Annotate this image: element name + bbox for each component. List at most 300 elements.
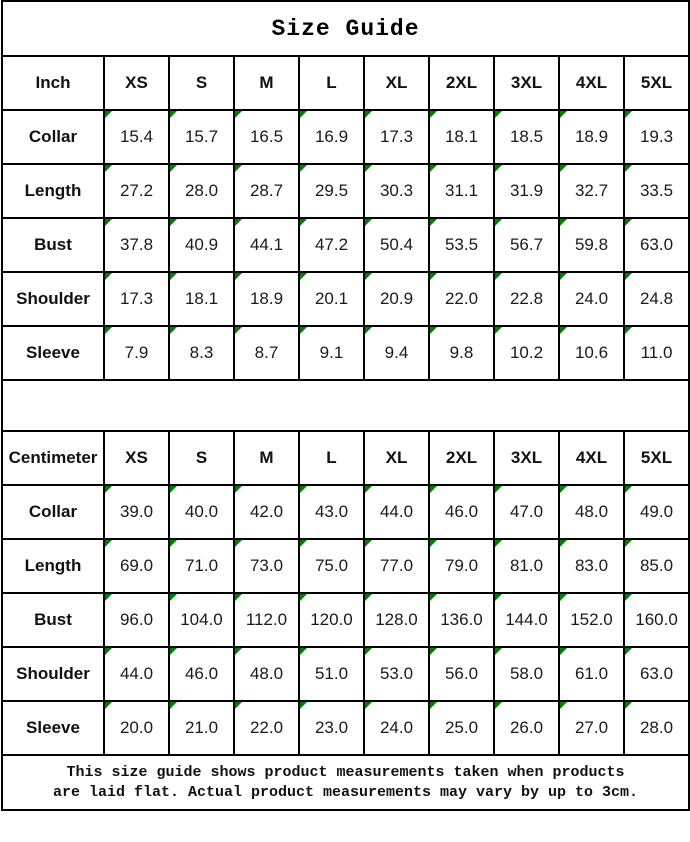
measurement-value: 44.0 (379, 502, 414, 521)
inch_table-unit-label: Inch (2, 56, 104, 110)
measurement-value-cell (169, 647, 234, 701)
measurement-value: 9.8 (449, 343, 474, 362)
measurement-value: 20.0 (119, 718, 154, 737)
empty-gap-cell (2, 380, 689, 431)
cell-corner-marker-icon (625, 540, 632, 547)
cell-corner-marker-icon (170, 648, 177, 655)
cell-corner-marker-icon (300, 111, 307, 118)
cell-corner-marker-icon (170, 273, 177, 280)
measurement-value-cell (104, 218, 169, 272)
measurement-value: 24.8 (639, 289, 674, 308)
measurement-value-cell (559, 701, 624, 755)
measurement-value-cell (364, 485, 429, 539)
measurement-value: 22.8 (509, 289, 544, 308)
measurement-value-cell (429, 110, 494, 164)
measurement-value-cell (624, 164, 689, 218)
cell-corner-marker-icon (495, 111, 502, 118)
size-column-header: L (299, 56, 364, 110)
measurement-value-cell (104, 110, 169, 164)
measurement-value: 18.1 (444, 127, 479, 146)
cell-corner-marker-icon (235, 702, 242, 709)
cell-corner-marker-icon (365, 702, 372, 709)
measurement-value-cell (234, 218, 299, 272)
measurement-value: 18.5 (509, 127, 544, 146)
measurement-value: 51.0 (314, 664, 349, 683)
measurement-value: 50.4 (379, 235, 414, 254)
measurement-value-cell (299, 647, 364, 701)
measurement-value-cell (104, 164, 169, 218)
size-column-header: S (169, 56, 234, 110)
measurement-value: 44.0 (119, 664, 154, 683)
size-column-header: 4XL (559, 56, 624, 110)
measurement-value: 18.9 (249, 289, 284, 308)
measurement-value-cell (624, 272, 689, 326)
cell-corner-marker-icon (625, 219, 632, 226)
size-column-header: 2XL (429, 431, 494, 485)
measurement-value-cell (559, 539, 624, 593)
measurement-value: 46.0 (444, 502, 479, 521)
cell-corner-marker-icon (105, 165, 112, 172)
measurement-value-cell (234, 272, 299, 326)
measurement-value-cell (494, 593, 559, 647)
measurement-row-label: Collar (2, 485, 104, 539)
measurement-value: 96.0 (119, 610, 154, 629)
measurement-value: 20.9 (379, 289, 414, 308)
measurement-value: 19.3 (639, 127, 674, 146)
measurement-value-cell (429, 647, 494, 701)
measurement-value-cell (494, 110, 559, 164)
inch_table-row-bust (2, 218, 689, 272)
measurement-value-cell (559, 485, 624, 539)
cm_table-row-shoulder (2, 647, 689, 701)
measurement-value: 21.0 (184, 718, 219, 737)
size-column-header: XL (364, 56, 429, 110)
measurement-value-cell (624, 218, 689, 272)
measurement-value-cell (234, 539, 299, 593)
measurement-value: 23.0 (314, 718, 349, 737)
cell-corner-marker-icon (625, 648, 632, 655)
cell-corner-marker-icon (495, 594, 502, 601)
cell-corner-marker-icon (300, 273, 307, 280)
inch-section (2, 56, 689, 380)
cell-corner-marker-icon (625, 273, 632, 280)
measurement-value-cell (169, 110, 234, 164)
measurement-value-cell (234, 164, 299, 218)
measurement-value: 71.0 (184, 556, 219, 575)
measurement-value-cell (624, 593, 689, 647)
measurement-value: 160.0 (635, 610, 678, 629)
cm_table-row-bust (2, 593, 689, 647)
cell-corner-marker-icon (625, 165, 632, 172)
cell-corner-marker-icon (170, 111, 177, 118)
cell-corner-marker-icon (495, 486, 502, 493)
measurement-value: 144.0 (505, 610, 548, 629)
cell-corner-marker-icon (170, 165, 177, 172)
cell-corner-marker-icon (235, 111, 242, 118)
measurement-value: 17.3 (379, 127, 414, 146)
measurement-value: 17.3 (119, 289, 154, 308)
footer-note-line1: This size guide shows product measurements taken when products (66, 763, 625, 781)
section-gap-row (2, 380, 689, 431)
measurement-value-cell (364, 164, 429, 218)
measurement-value: 33.5 (639, 181, 674, 200)
measurement-value-cell (559, 647, 624, 701)
inch_table-header-row (2, 56, 689, 110)
size-column-header: 3XL (494, 431, 559, 485)
cell-corner-marker-icon (430, 594, 437, 601)
title-row (2, 1, 689, 56)
cell-corner-marker-icon (365, 273, 372, 280)
measurement-value-cell (299, 701, 364, 755)
measurement-value-cell (624, 110, 689, 164)
measurement-value-cell (169, 218, 234, 272)
measurement-value: 15.4 (119, 127, 154, 146)
cell-corner-marker-icon (235, 540, 242, 547)
cell-corner-marker-icon (495, 648, 502, 655)
measurement-row-label: Length (2, 539, 104, 593)
measurement-value: 16.5 (249, 127, 284, 146)
cell-corner-marker-icon (495, 540, 502, 547)
measurement-value: 32.7 (574, 181, 609, 200)
measurement-value-cell (429, 539, 494, 593)
measurement-value-cell (559, 326, 624, 380)
cell-corner-marker-icon (560, 219, 567, 226)
measurement-value-cell (234, 485, 299, 539)
cell-corner-marker-icon (365, 165, 372, 172)
measurement-value: 31.1 (444, 181, 479, 200)
measurement-value: 112.0 (245, 610, 288, 629)
cell-corner-marker-icon (560, 540, 567, 547)
cell-corner-marker-icon (365, 648, 372, 655)
measurement-value-cell (364, 110, 429, 164)
cell-corner-marker-icon (105, 594, 112, 601)
measurement-value: 49.0 (639, 502, 674, 521)
cell-corner-marker-icon (560, 111, 567, 118)
measurement-value-cell (299, 593, 364, 647)
measurement-value: 69.0 (119, 556, 154, 575)
measurement-value: 18.1 (184, 289, 219, 308)
measurement-value-cell (299, 539, 364, 593)
cell-corner-marker-icon (235, 219, 242, 226)
measurement-value: 47.2 (314, 235, 349, 254)
measurement-value: 27.0 (574, 718, 609, 737)
measurement-value: 40.9 (184, 235, 219, 254)
measurement-value: 39.0 (119, 502, 154, 521)
measurement-value: 28.0 (639, 718, 674, 737)
measurement-value: 120.0 (310, 610, 353, 629)
measurement-value: 8.3 (189, 343, 214, 362)
measurement-value-cell (299, 110, 364, 164)
cell-corner-marker-icon (105, 702, 112, 709)
cell-corner-marker-icon (235, 327, 242, 334)
cell-corner-marker-icon (560, 486, 567, 493)
cell-corner-marker-icon (365, 219, 372, 226)
measurement-value-cell (429, 593, 494, 647)
cell-corner-marker-icon (300, 648, 307, 655)
measurement-value-cell (104, 485, 169, 539)
measurement-value: 28.0 (184, 181, 219, 200)
cell-corner-marker-icon (495, 327, 502, 334)
measurement-value: 28.7 (249, 181, 284, 200)
cell-corner-marker-icon (105, 111, 112, 118)
measurement-value-cell (169, 593, 234, 647)
measurement-value-cell (364, 272, 429, 326)
measurement-value: 73.0 (249, 556, 284, 575)
cell-corner-marker-icon (560, 648, 567, 655)
measurement-value: 83.0 (574, 556, 609, 575)
measurement-value: 77.0 (379, 556, 414, 575)
measurement-value: 75.0 (314, 556, 349, 575)
measurement-value-cell (429, 164, 494, 218)
measurement-value: 58.0 (509, 664, 544, 683)
inch_table-row-collar (2, 110, 689, 164)
measurement-value-cell (429, 326, 494, 380)
measurement-value-cell (494, 164, 559, 218)
measurement-value-cell (364, 326, 429, 380)
measurement-value-cell (429, 701, 494, 755)
measurement-value: 9.4 (384, 343, 409, 362)
cell-corner-marker-icon (300, 327, 307, 334)
measurement-value: 11.0 (640, 343, 673, 362)
measurement-value-cell (494, 485, 559, 539)
cell-corner-marker-icon (495, 165, 502, 172)
measurement-value-cell (624, 647, 689, 701)
measurement-value: 30.3 (379, 181, 414, 200)
measurement-value-cell (624, 326, 689, 380)
measurement-value: 10.2 (509, 343, 544, 362)
cm_table-row-sleeve (2, 701, 689, 755)
measurement-value: 128.0 (375, 610, 418, 629)
cell-corner-marker-icon (495, 219, 502, 226)
measurement-value: 48.0 (574, 502, 609, 521)
cell-corner-marker-icon (430, 486, 437, 493)
measurement-value-cell (494, 539, 559, 593)
cell-corner-marker-icon (105, 273, 112, 280)
size-column-header: M (234, 56, 299, 110)
cell-corner-marker-icon (170, 540, 177, 547)
measurement-value-cell (559, 110, 624, 164)
measurement-value-cell (169, 701, 234, 755)
page-title: Size Guide (2, 1, 689, 56)
inch_table-row-sleeve (2, 326, 689, 380)
cell-corner-marker-icon (170, 219, 177, 226)
size-column-header: 5XL (624, 431, 689, 485)
cell-corner-marker-icon (430, 648, 437, 655)
measurement-value-cell (429, 485, 494, 539)
cell-corner-marker-icon (430, 219, 437, 226)
cell-corner-marker-icon (170, 486, 177, 493)
cell-corner-marker-icon (300, 702, 307, 709)
cell-corner-marker-icon (560, 327, 567, 334)
measurement-value: 20.1 (314, 289, 349, 308)
centimeter-section (2, 431, 689, 755)
measurement-row-label: Sleeve (2, 326, 104, 380)
cell-corner-marker-icon (365, 540, 372, 547)
cell-corner-marker-icon (560, 702, 567, 709)
size-column-header: 2XL (429, 56, 494, 110)
cm_table-row-collar (2, 485, 689, 539)
measurement-value: 53.5 (444, 235, 479, 254)
cm_table-unit-label: Centimeter (2, 431, 104, 485)
measurement-value-cell (299, 218, 364, 272)
measurement-value-cell (234, 110, 299, 164)
cell-corner-marker-icon (300, 594, 307, 601)
measurement-value: 81.0 (509, 556, 544, 575)
measurement-value: 48.0 (249, 664, 284, 683)
measurement-value: 10.6 (574, 343, 609, 362)
measurement-value: 53.0 (379, 664, 414, 683)
cell-corner-marker-icon (105, 327, 112, 334)
measurement-value-cell (559, 164, 624, 218)
measurement-value: 24.0 (379, 718, 414, 737)
measurement-value-cell (299, 485, 364, 539)
measurement-value: 56.0 (444, 664, 479, 683)
cell-corner-marker-icon (560, 594, 567, 601)
measurement-value-cell (624, 485, 689, 539)
measurement-value: 104.0 (180, 610, 223, 629)
cell-corner-marker-icon (430, 540, 437, 547)
cell-corner-marker-icon (625, 594, 632, 601)
measurement-value: 63.0 (639, 235, 674, 254)
cell-corner-marker-icon (625, 111, 632, 118)
measurement-row-label: Shoulder (2, 647, 104, 701)
cell-corner-marker-icon (300, 219, 307, 226)
inch_table-row-length (2, 164, 689, 218)
measurement-row-label: Sleeve (2, 701, 104, 755)
measurement-value-cell (104, 326, 169, 380)
measurement-value-cell (429, 218, 494, 272)
measurement-value-cell (494, 218, 559, 272)
measurement-value-cell (429, 272, 494, 326)
measurement-value: 42.0 (249, 502, 284, 521)
size-column-header: L (299, 431, 364, 485)
measurement-value-cell (234, 647, 299, 701)
measurement-value: 44.1 (249, 235, 284, 254)
cell-corner-marker-icon (625, 702, 632, 709)
measurement-value: 46.0 (184, 664, 219, 683)
measurement-value-cell (364, 647, 429, 701)
measurement-value-cell (494, 647, 559, 701)
size-column-header: S (169, 431, 234, 485)
measurement-value: 24.0 (574, 289, 609, 308)
cell-corner-marker-icon (105, 648, 112, 655)
cell-corner-marker-icon (235, 648, 242, 655)
cell-corner-marker-icon (560, 165, 567, 172)
measurement-value-cell (299, 164, 364, 218)
cm_table-row-length (2, 539, 689, 593)
measurement-value: 22.0 (444, 289, 479, 308)
measurement-value: 152.0 (570, 610, 613, 629)
measurement-value: 47.0 (509, 502, 544, 521)
measurement-value: 15.7 (184, 127, 219, 146)
measurement-value: 59.8 (574, 235, 609, 254)
measurement-value: 56.7 (509, 235, 544, 254)
footer-note (2, 755, 689, 810)
measurement-value-cell (104, 539, 169, 593)
measurement-value-cell (169, 326, 234, 380)
cell-corner-marker-icon (235, 165, 242, 172)
measurement-value-cell (169, 164, 234, 218)
measurement-value: 136.0 (440, 610, 483, 629)
measurement-value: 18.9 (574, 127, 609, 146)
cell-corner-marker-icon (365, 486, 372, 493)
measurement-value-cell (624, 701, 689, 755)
measurement-value: 85.0 (639, 556, 674, 575)
measurement-value: 61.0 (574, 664, 609, 683)
cell-corner-marker-icon (495, 702, 502, 709)
size-column-header: 3XL (494, 56, 559, 110)
measurement-value-cell (104, 701, 169, 755)
measurement-value-cell (299, 326, 364, 380)
measurement-value-cell (234, 701, 299, 755)
cell-corner-marker-icon (300, 540, 307, 547)
measurement-value-cell (364, 218, 429, 272)
measurement-value: 7.9 (124, 343, 149, 362)
inch_table-row-shoulder (2, 272, 689, 326)
measurement-value: 9.1 (319, 343, 344, 362)
cell-corner-marker-icon (235, 594, 242, 601)
cell-corner-marker-icon (105, 540, 112, 547)
measurement-value: 37.8 (119, 235, 154, 254)
cell-corner-marker-icon (625, 327, 632, 334)
measurement-row-label: Collar (2, 110, 104, 164)
measurement-value: 31.9 (509, 181, 544, 200)
measurement-row-label: Bust (2, 593, 104, 647)
measurement-value-cell (234, 326, 299, 380)
measurement-value: 79.0 (444, 556, 479, 575)
measurement-value: 8.7 (254, 343, 279, 362)
measurement-value: 43.0 (314, 502, 349, 521)
measurement-row-label: Shoulder (2, 272, 104, 326)
measurement-value-cell (234, 593, 299, 647)
measurement-value-cell (169, 272, 234, 326)
cell-corner-marker-icon (430, 327, 437, 334)
measurement-value: 26.0 (509, 718, 544, 737)
measurement-value-cell (364, 593, 429, 647)
measurement-value-cell (494, 272, 559, 326)
cell-corner-marker-icon (170, 702, 177, 709)
measurement-value: 16.9 (314, 127, 349, 146)
cm_table-header-row (2, 431, 689, 485)
cell-corner-marker-icon (430, 111, 437, 118)
cell-corner-marker-icon (105, 219, 112, 226)
measurement-value: 63.0 (639, 664, 674, 683)
size-column-header: XS (104, 431, 169, 485)
size-column-header: XS (104, 56, 169, 110)
measurement-value: 25.0 (444, 718, 479, 737)
measurement-value-cell (494, 326, 559, 380)
size-column-header: 5XL (624, 56, 689, 110)
measurement-value-cell (559, 593, 624, 647)
measurement-value-cell (104, 272, 169, 326)
cell-corner-marker-icon (495, 273, 502, 280)
footer-note-line2: are laid flat. Actual product measurements may vary by up to 3cm. (52, 783, 639, 801)
measurement-value-cell (559, 272, 624, 326)
measurement-value-cell (299, 272, 364, 326)
measurement-row-label: Bust (2, 218, 104, 272)
measurement-value-cell (494, 701, 559, 755)
cell-corner-marker-icon (170, 327, 177, 334)
cell-corner-marker-icon (105, 486, 112, 493)
cell-corner-marker-icon (625, 486, 632, 493)
measurement-value: 22.0 (249, 718, 284, 737)
measurement-value-cell (169, 539, 234, 593)
cell-corner-marker-icon (365, 594, 372, 601)
measurement-value: 27.2 (119, 181, 154, 200)
size-column-header: XL (364, 431, 429, 485)
measurement-row-label: Length (2, 164, 104, 218)
measurement-value-cell (104, 593, 169, 647)
